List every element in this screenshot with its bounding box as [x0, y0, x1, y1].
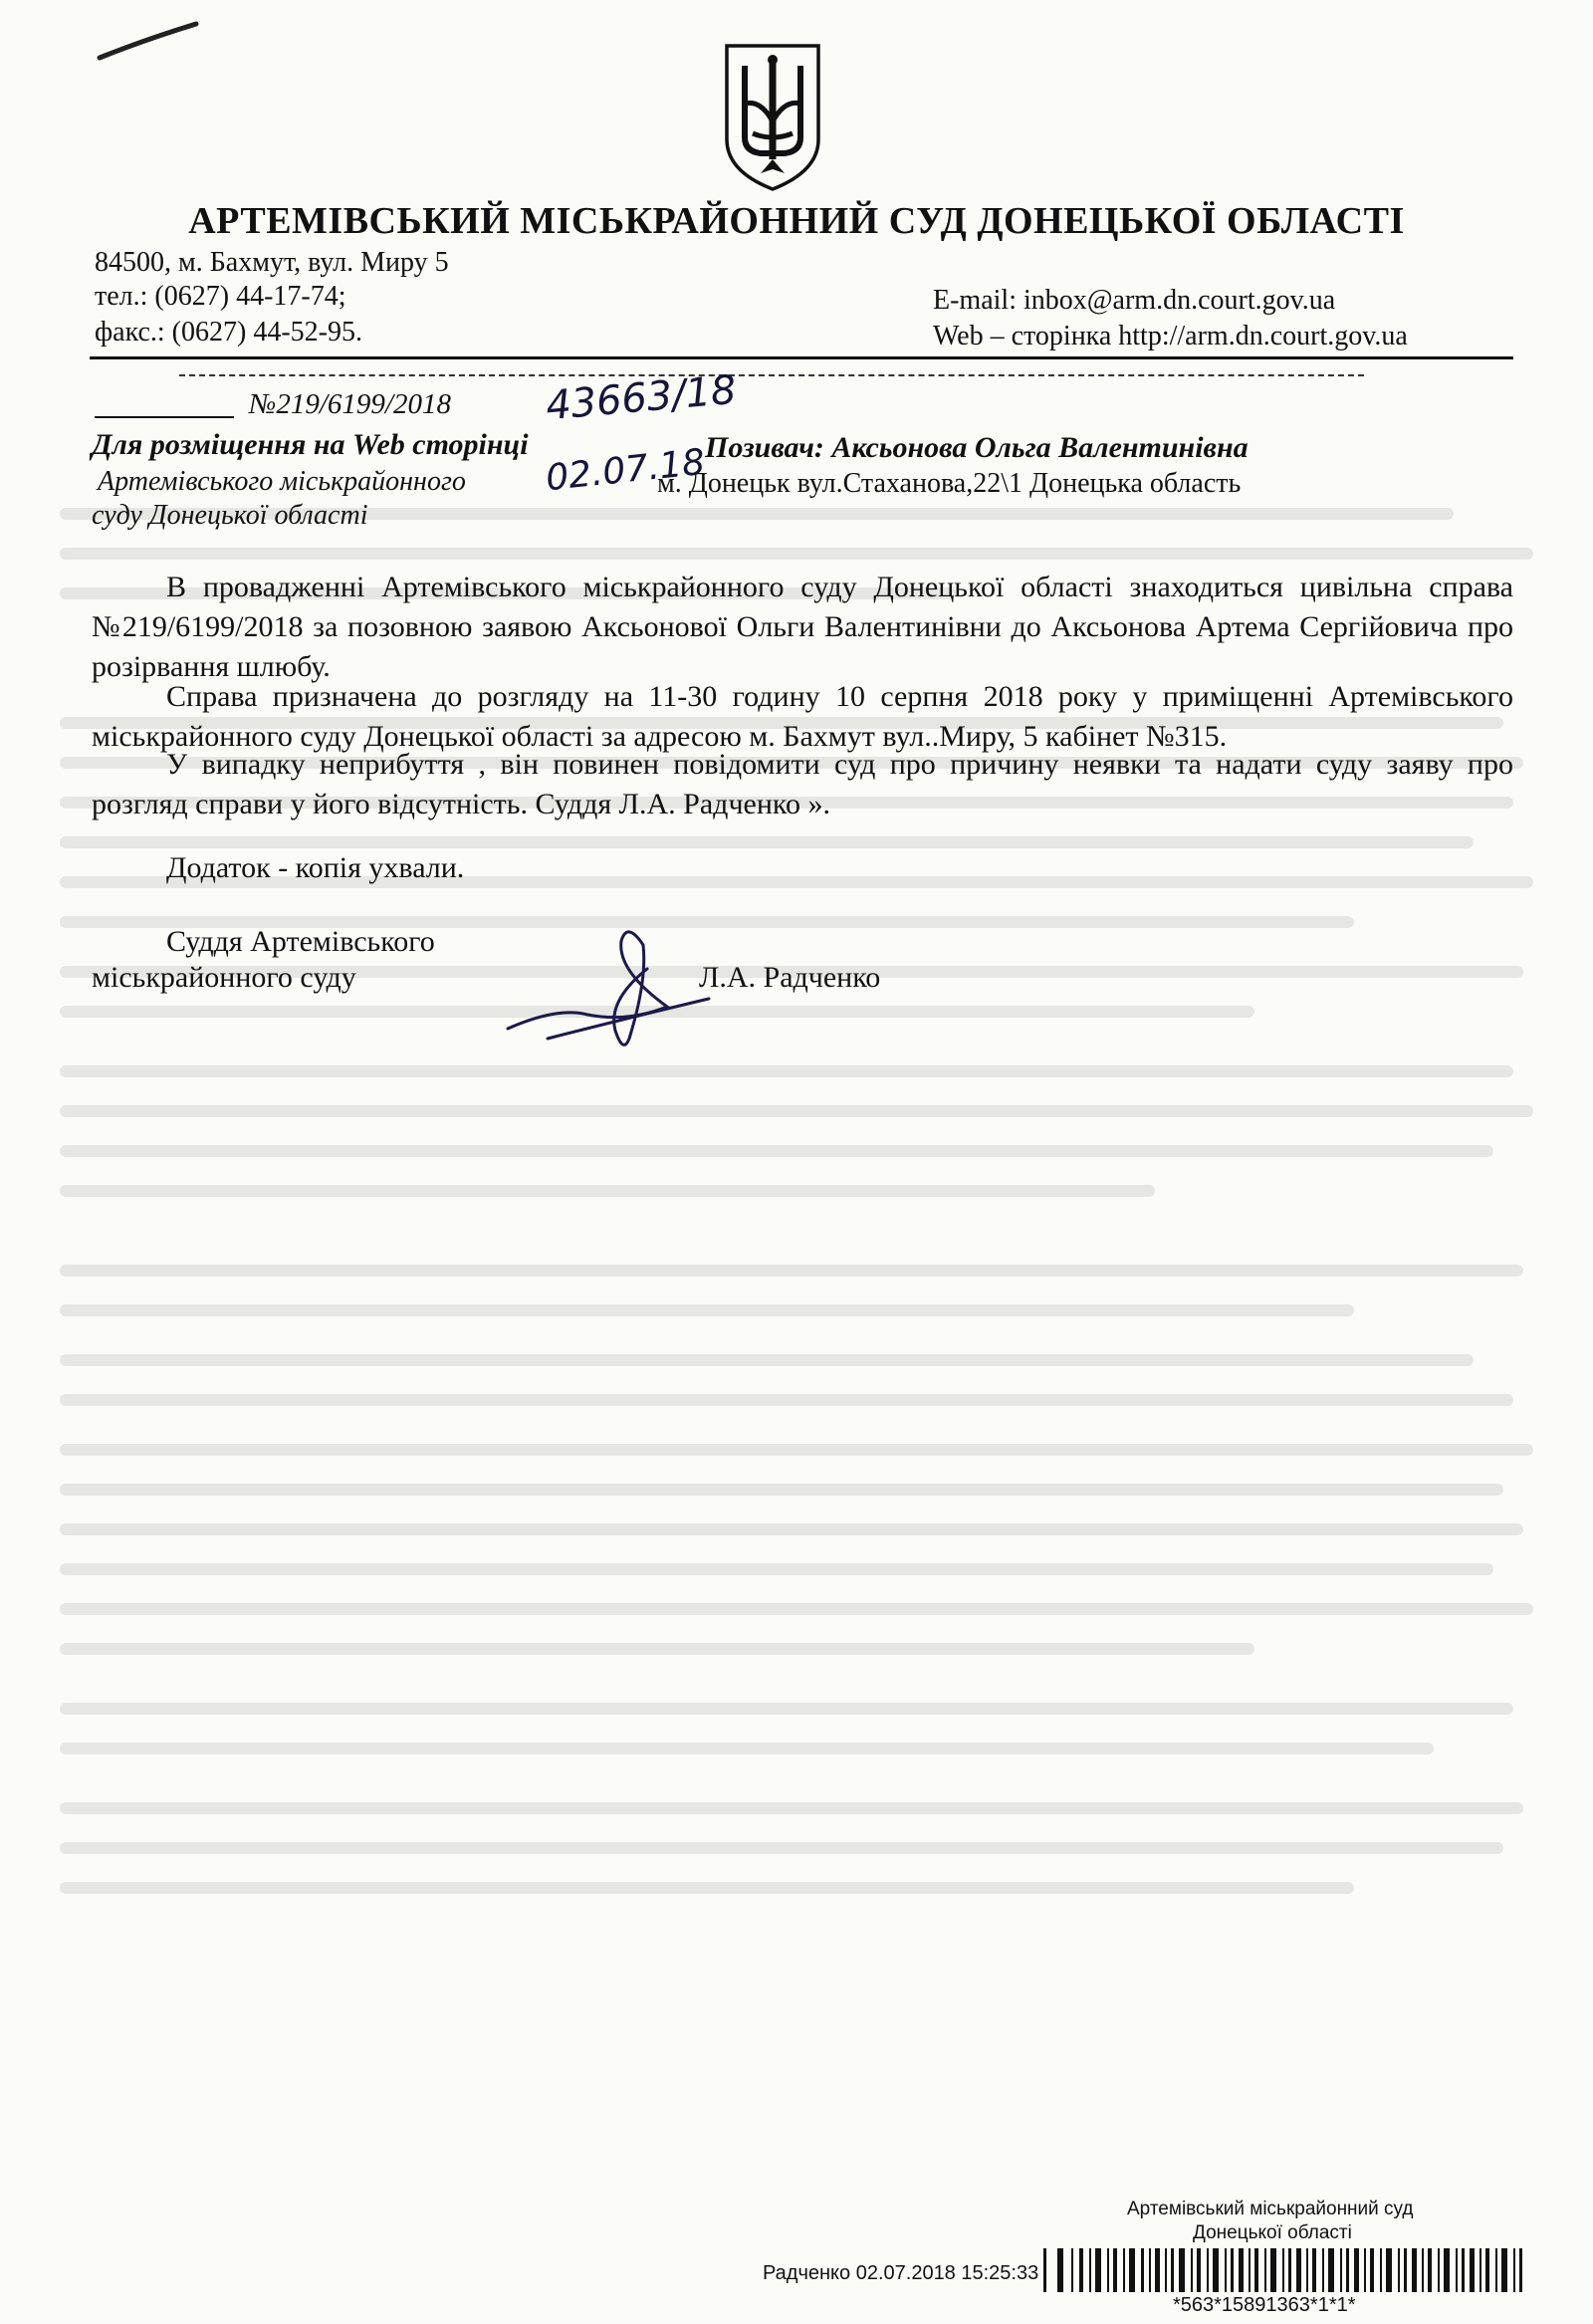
stamp-registrar-timestamp: Радченко 02.07.2018 15:25:33 [763, 2262, 1039, 2284]
court-email: E-mail: inbox@arm.dn.court.gov.ua [933, 285, 1336, 316]
stamp-court-line-2: Донецької області [1193, 2222, 1352, 2243]
plaintiff-address: м. Донецьк вул.Стаханова,22\1 Донецька область [657, 468, 1242, 499]
addressee-line-1: Для розміщення на Web сторінці [92, 428, 529, 461]
stamp-court-line-1: Артемівський міськрайонний суд [1127, 2199, 1414, 2219]
paragraph-case-info: В провадженні Артемівського міськрайонного суду Донецької області знаходиться цивільна справа №219/6199/2018 за позовною заявою Аксьонової Ольги Валентинівни до Аксьонова Артема Сергійовича про розірвання шлюбу. [92, 571, 1513, 683]
outgoing-number: №219/6199/2018 [249, 388, 451, 420]
outgoing-number-blank [95, 414, 234, 418]
signature-title-line-1: Суддя Артемівського [166, 925, 435, 958]
handwritten-registration-number: 43663/18 [544, 366, 739, 430]
paragraph-hearing-date: Справа призначена до розгляду на 11-30 годину 10 серпня 2018 року у приміщенні Артемівського міськрайонного суду Донецької області за адресою м. Бахмут вул..Миру, 5 кабінет №315. [92, 680, 1513, 753]
addressee-line-3: суду Донецької області [92, 500, 368, 531]
barcode-text: *563*15891363*1*1* [1173, 2294, 1356, 2316]
signature-title-line-2: міськрайонного суду [92, 961, 356, 994]
court-fax: факс.: (0627) 44-52-95. [95, 317, 362, 348]
coat-of-arms-icon [721, 42, 824, 193]
addressee-line-2: Артемівського міськрайонного [98, 466, 466, 497]
court-address: 84500, м. Бахмут, вул. Миру 5 [95, 247, 449, 278]
judge-name: Л.А. Радченко [699, 961, 881, 994]
court-name-heading: АРТЕМІВСЬКИЙ МІСЬКРАЙОННИЙ СУД ДОНЕЦЬКОЇ ОБЛАСТІ [188, 200, 1405, 242]
court-website: Web – сторінка http://arm.dn.court.gov.ua [933, 321, 1408, 351]
barcode-icon [1043, 2248, 1531, 2292]
handwritten-date: 02.07.18 [544, 441, 708, 500]
header-divider [90, 356, 1513, 359]
header-dashed-divider [179, 374, 1364, 376]
paragraph-absence-notice: У випадку неприбуття , він повинен повідомити суд про причину неявки та надати суду заяву про розгляд справи у його відсутність. Суддя Л.А. Радченко ». [92, 748, 1513, 820]
court-phone: тел.: (0627) 44-17-74; [95, 281, 346, 312]
handwritten-signature [498, 911, 727, 1060]
pen-mark [95, 10, 204, 70]
plaintiff-name: Позивач: Аксьонова Ольга Валентинівна [705, 431, 1249, 464]
attachment-note: Додаток - копія ухвали. [166, 851, 465, 884]
